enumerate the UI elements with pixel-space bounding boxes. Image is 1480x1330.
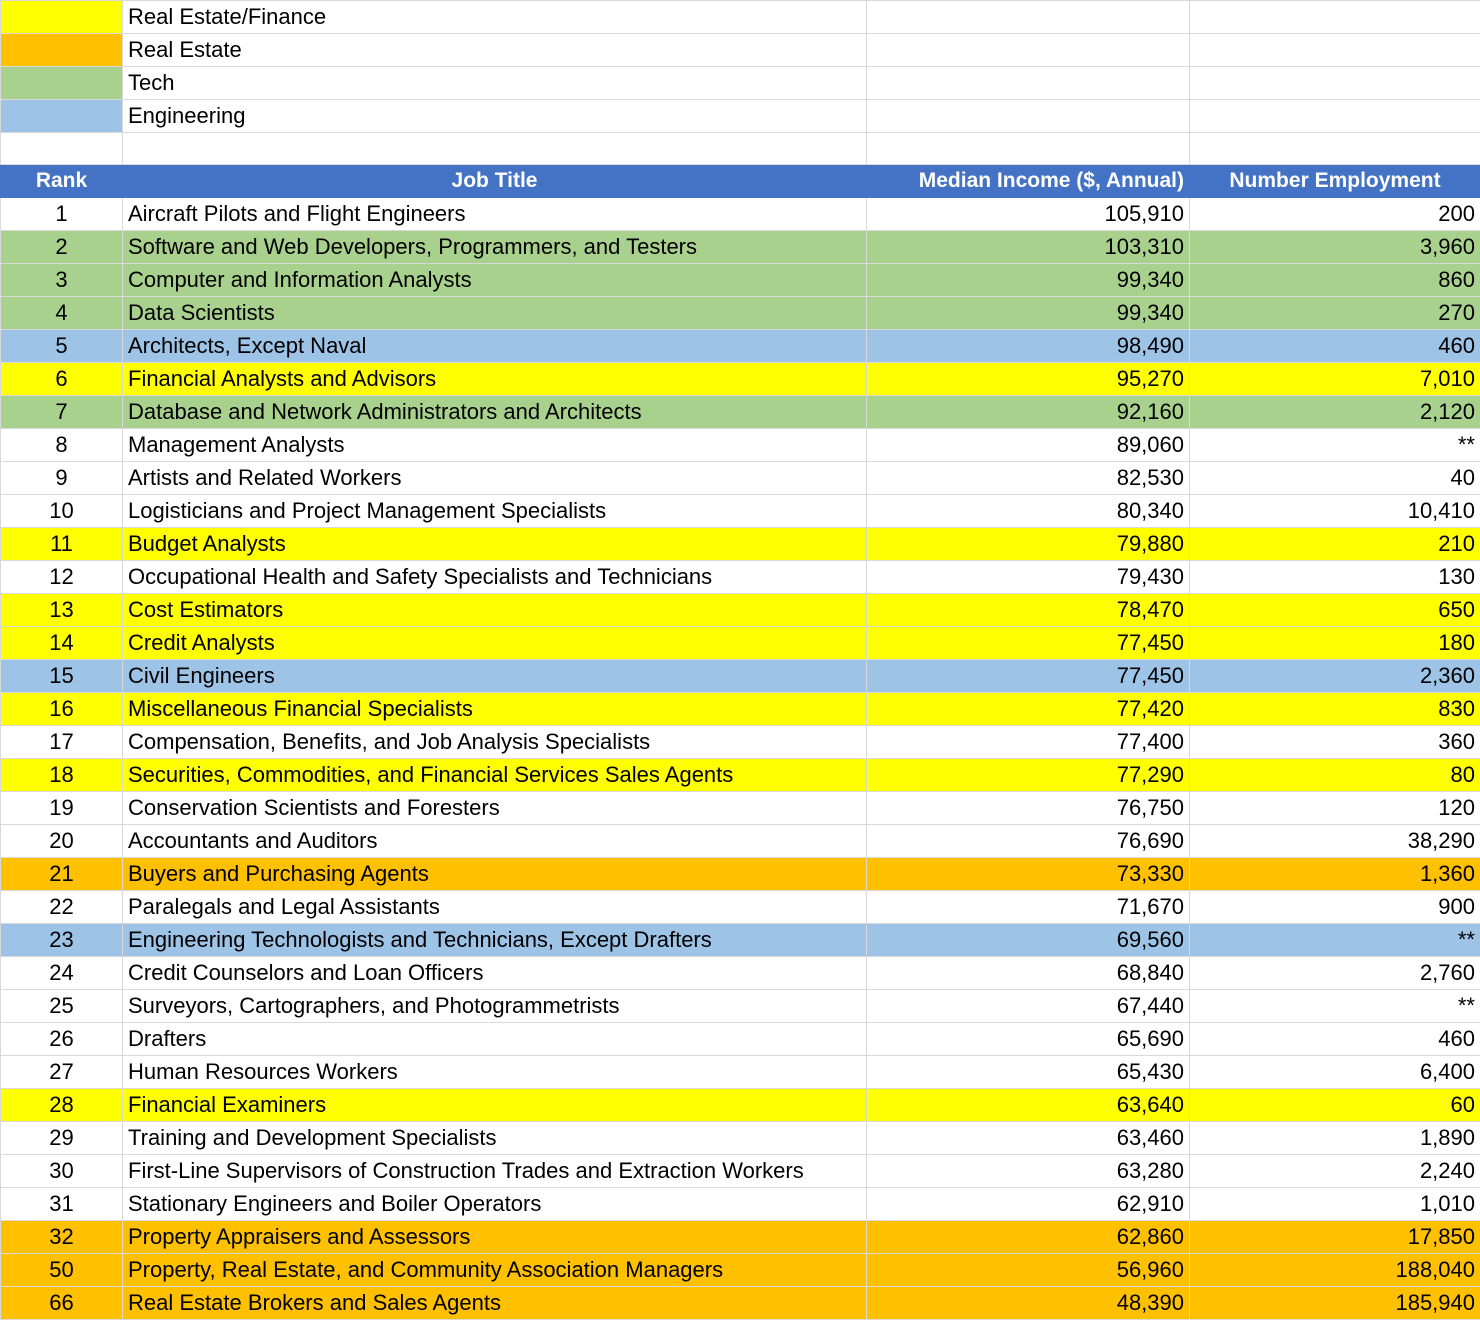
table-row[interactable] [1,198,1480,231]
employment-cell[interactable]: 80 [1190,759,1480,792]
median-income-cell[interactable]: 78,470 [867,594,1190,627]
job-title-cell[interactable]: Drafters [123,1023,867,1056]
rank-cell[interactable]: 26 [1,1023,123,1056]
legend-label[interactable]: Real Estate/Finance [123,1,867,34]
rank-cell[interactable]: 9 [1,462,123,495]
table-row[interactable] [1,990,1480,1023]
rank-cell[interactable]: 14 [1,627,123,660]
employment-cell[interactable]: 270 [1190,297,1480,330]
table-row[interactable] [1,693,1480,726]
rank-cell[interactable]: 6 [1,363,123,396]
median-income-cell[interactable]: 73,330 [867,858,1190,891]
table-row[interactable] [1,1287,1480,1320]
legend-label[interactable]: Engineering [123,100,867,133]
median-income-cell[interactable]: 82,530 [867,462,1190,495]
table-row[interactable] [1,297,1480,330]
median-income-cell[interactable]: 62,860 [867,1221,1190,1254]
employment-cell[interactable]: 200 [1190,198,1480,231]
table-row[interactable] [1,891,1480,924]
rank-cell[interactable]: 29 [1,1122,123,1155]
legend-row[interactable] [1,100,1480,133]
employment-cell[interactable]: 1,360 [1190,858,1480,891]
rank-cell[interactable]: 4 [1,297,123,330]
median-income-cell[interactable]: 105,910 [867,198,1190,231]
table-row[interactable] [1,660,1480,693]
median-income-cell[interactable]: 48,390 [867,1287,1190,1320]
rank-cell[interactable]: 11 [1,528,123,561]
employment-cell[interactable]: 185,940 [1190,1287,1480,1320]
median-income-cell[interactable]: 77,290 [867,759,1190,792]
rank-cell[interactable]: 18 [1,759,123,792]
empty-cell[interactable] [1,133,123,165]
job-title-cell[interactable]: Management Analysts [123,429,867,462]
employment-cell[interactable]: 1,010 [1190,1188,1480,1221]
table-row[interactable] [1,1155,1480,1188]
employment-cell[interactable]: ** [1190,924,1480,957]
median-income-cell[interactable]: 62,910 [867,1188,1190,1221]
median-income-cell[interactable]: 103,310 [867,231,1190,264]
rank-cell[interactable]: 7 [1,396,123,429]
rank-cell[interactable]: 30 [1,1155,123,1188]
table-row[interactable] [1,594,1480,627]
table-row[interactable] [1,1056,1480,1089]
table-row[interactable] [1,1254,1480,1287]
median-income-cell[interactable]: 76,750 [867,792,1190,825]
rank-cell[interactable]: 12 [1,561,123,594]
rank-cell[interactable]: 15 [1,660,123,693]
job-title-cell[interactable]: Credit Analysts [123,627,867,660]
header-number-employment[interactable]: Number Employment [1190,165,1480,198]
rank-cell[interactable]: 32 [1,1221,123,1254]
job-title-cell[interactable]: Compensation, Benefits, and Job Analysis Specialists [123,726,867,759]
median-income-cell[interactable]: 79,430 [867,561,1190,594]
table-row[interactable] [1,1188,1480,1221]
employment-cell[interactable]: 1,890 [1190,1122,1480,1155]
legend-swatch[interactable] [1,1,123,34]
table-row[interactable] [1,231,1480,264]
table-row[interactable] [1,396,1480,429]
job-title-cell[interactable]: Paralegals and Legal Assistants [123,891,867,924]
rank-cell[interactable]: 31 [1,1188,123,1221]
job-title-cell[interactable]: Accountants and Auditors [123,825,867,858]
median-income-cell[interactable]: 98,490 [867,330,1190,363]
job-title-cell[interactable]: Software and Web Developers, Programmers, and Testers [123,231,867,264]
job-title-cell[interactable]: Engineering Technologists and Technicians, Except Drafters [123,924,867,957]
job-title-cell[interactable]: Property Appraisers and Assessors [123,1221,867,1254]
rank-cell[interactable]: 20 [1,825,123,858]
rank-cell[interactable]: 3 [1,264,123,297]
median-income-cell[interactable]: 67,440 [867,990,1190,1023]
employment-cell[interactable]: 460 [1190,1023,1480,1056]
legend-swatch[interactable] [1,34,123,67]
employment-cell[interactable]: 210 [1190,528,1480,561]
employment-cell[interactable]: ** [1190,990,1480,1023]
employment-cell[interactable]: 460 [1190,330,1480,363]
median-income-cell[interactable]: 79,880 [867,528,1190,561]
employment-cell[interactable]: 6,400 [1190,1056,1480,1089]
rank-cell[interactable]: 22 [1,891,123,924]
job-title-cell[interactable]: Financial Examiners [123,1089,867,1122]
median-income-cell[interactable]: 63,640 [867,1089,1190,1122]
employment-cell[interactable]: 860 [1190,264,1480,297]
table-row[interactable] [1,528,1480,561]
table-row[interactable] [1,924,1480,957]
empty-cell[interactable] [1190,100,1480,133]
job-title-cell[interactable]: Surveyors, Cartographers, and Photogrammetrists [123,990,867,1023]
job-title-cell[interactable]: Human Resources Workers [123,1056,867,1089]
legend-swatch[interactable] [1,100,123,133]
employment-cell[interactable]: 130 [1190,561,1480,594]
employment-cell[interactable]: 3,960 [1190,231,1480,264]
median-income-cell[interactable]: 77,400 [867,726,1190,759]
table-row[interactable] [1,858,1480,891]
median-income-cell[interactable]: 92,160 [867,396,1190,429]
rank-cell[interactable]: 27 [1,1056,123,1089]
employment-cell[interactable]: 120 [1190,792,1480,825]
table-row[interactable] [1,330,1480,363]
median-income-cell[interactable]: 80,340 [867,495,1190,528]
median-income-cell[interactable]: 63,280 [867,1155,1190,1188]
job-title-cell[interactable]: Civil Engineers [123,660,867,693]
employment-cell[interactable]: 2,120 [1190,396,1480,429]
rank-cell[interactable]: 25 [1,990,123,1023]
job-title-cell[interactable]: Property, Real Estate, and Community Association Managers [123,1254,867,1287]
employment-cell[interactable]: 650 [1190,594,1480,627]
table-row[interactable] [1,1221,1480,1254]
median-income-cell[interactable]: 65,430 [867,1056,1190,1089]
job-title-cell[interactable]: Training and Development Specialists [123,1122,867,1155]
job-title-cell[interactable]: Database and Network Administrators and Architects [123,396,867,429]
rank-cell[interactable]: 2 [1,231,123,264]
employment-cell[interactable]: 360 [1190,726,1480,759]
employment-cell[interactable]: 188,040 [1190,1254,1480,1287]
table-row[interactable] [1,561,1480,594]
table-row[interactable] [1,1122,1480,1155]
rank-cell[interactable]: 13 [1,594,123,627]
job-title-cell[interactable]: Logisticians and Project Management Specialists [123,495,867,528]
header-job-title[interactable]: Job Title [123,165,867,198]
employment-cell[interactable]: 7,010 [1190,363,1480,396]
table-row[interactable] [1,792,1480,825]
employment-cell[interactable]: 60 [1190,1089,1480,1122]
job-title-cell[interactable]: Miscellaneous Financial Specialists [123,693,867,726]
employment-cell[interactable]: 2,240 [1190,1155,1480,1188]
rank-cell[interactable]: 10 [1,495,123,528]
data-rows [1,198,1480,1320]
empty-cell[interactable] [867,100,1190,133]
rank-cell[interactable]: 24 [1,957,123,990]
rank-cell[interactable]: 21 [1,858,123,891]
job-title-cell[interactable]: Budget Analysts [123,528,867,561]
job-title-cell[interactable]: Conservation Scientists and Foresters [123,792,867,825]
job-title-cell[interactable]: Stationary Engineers and Boiler Operators [123,1188,867,1221]
job-title-cell[interactable]: Architects, Except Naval [123,330,867,363]
employment-cell[interactable]: 17,850 [1190,1221,1480,1254]
median-income-cell[interactable]: 95,270 [867,363,1190,396]
job-title-cell[interactable]: Cost Estimators [123,594,867,627]
empty-cell[interactable] [867,133,1190,165]
rank-cell[interactable]: 17 [1,726,123,759]
employment-cell[interactable]: 900 [1190,891,1480,924]
header-median-income[interactable]: Median Income ($, Annual) [867,165,1190,198]
table-row[interactable] [1,726,1480,759]
employment-cell[interactable]: 180 [1190,627,1480,660]
table-row[interactable] [1,264,1480,297]
legend-label[interactable]: Real Estate [123,34,867,67]
table-row[interactable] [1,429,1480,462]
median-income-cell[interactable]: 99,340 [867,297,1190,330]
table-row[interactable] [1,759,1480,792]
rank-cell[interactable]: 28 [1,1089,123,1122]
job-title-cell[interactable]: Artists and Related Workers [123,462,867,495]
rank-cell[interactable]: 8 [1,429,123,462]
employment-cell[interactable]: 10,410 [1190,495,1480,528]
median-income-cell[interactable]: 68,840 [867,957,1190,990]
job-title-cell[interactable]: Aircraft Pilots and Flight Engineers [123,198,867,231]
median-income-cell[interactable]: 99,340 [867,264,1190,297]
table-row[interactable] [1,957,1480,990]
employment-cell[interactable]: 830 [1190,693,1480,726]
rank-cell[interactable]: 66 [1,1287,123,1320]
median-income-cell[interactable]: 77,450 [867,660,1190,693]
job-title-cell[interactable]: Financial Analysts and Advisors [123,363,867,396]
table-row[interactable] [1,462,1480,495]
empty-cell[interactable] [123,133,867,165]
empty-cell[interactable] [867,67,1190,100]
table-row[interactable] [1,1089,1480,1122]
median-income-cell[interactable]: 77,450 [867,627,1190,660]
legend-row[interactable] [1,1,1480,34]
employment-cell[interactable]: ** [1190,429,1480,462]
employment-cell[interactable]: 38,290 [1190,825,1480,858]
table-row[interactable] [1,1023,1480,1056]
job-title-cell[interactable]: Buyers and Purchasing Agents [123,858,867,891]
job-title-cell[interactable]: First-Line Supervisors of Construction Trades and Extraction Workers [123,1155,867,1188]
table-row[interactable] [1,825,1480,858]
median-income-cell[interactable]: 65,690 [867,1023,1190,1056]
median-income-cell[interactable]: 56,960 [867,1254,1190,1287]
rank-cell[interactable]: 23 [1,924,123,957]
legend-section [1,1,1480,198]
employment-cell[interactable]: 2,760 [1190,957,1480,990]
empty-cell[interactable] [1190,67,1480,100]
blank-row[interactable] [1,133,1480,165]
legend-swatch[interactable] [1,67,123,100]
legend-label[interactable]: Tech [123,67,867,100]
table-row[interactable] [1,363,1480,396]
legend-row[interactable] [1,67,1480,100]
job-title-cell[interactable]: Credit Counselors and Loan Officers [123,957,867,990]
employment-cell[interactable]: 40 [1190,462,1480,495]
table-header-row [1,165,1480,198]
rank-cell[interactable]: 5 [1,330,123,363]
table-row[interactable] [1,495,1480,528]
median-income-cell[interactable]: 63,460 [867,1122,1190,1155]
job-title-cell[interactable]: Occupational Health and Safety Specialists and Technicians [123,561,867,594]
job-title-cell[interactable]: Real Estate Brokers and Sales Agents [123,1287,867,1320]
table-row[interactable] [1,627,1480,660]
median-income-cell[interactable]: 76,690 [867,825,1190,858]
rank-cell[interactable]: 19 [1,792,123,825]
median-income-cell[interactable]: 69,560 [867,924,1190,957]
legend-row[interactable] [1,34,1480,67]
empty-cell[interactable] [1190,1,1480,34]
rank-cell[interactable]: 50 [1,1254,123,1287]
empty-cell[interactable] [867,34,1190,67]
empty-cell[interactable] [1190,133,1480,165]
empty-cell[interactable] [1190,34,1480,67]
header-rank[interactable]: Rank [1,165,123,198]
job-title-cell[interactable]: Data Scientists [123,297,867,330]
median-income-cell[interactable]: 89,060 [867,429,1190,462]
median-income-cell[interactable]: 71,670 [867,891,1190,924]
job-title-cell[interactable]: Computer and Information Analysts [123,264,867,297]
employment-cell[interactable]: 2,360 [1190,660,1480,693]
rank-cell[interactable]: 1 [1,198,123,231]
job-title-cell[interactable]: Securities, Commodities, and Financial Services Sales Agents [123,759,867,792]
median-income-cell[interactable]: 77,420 [867,693,1190,726]
rank-cell[interactable]: 16 [1,693,123,726]
empty-cell[interactable] [867,1,1190,34]
